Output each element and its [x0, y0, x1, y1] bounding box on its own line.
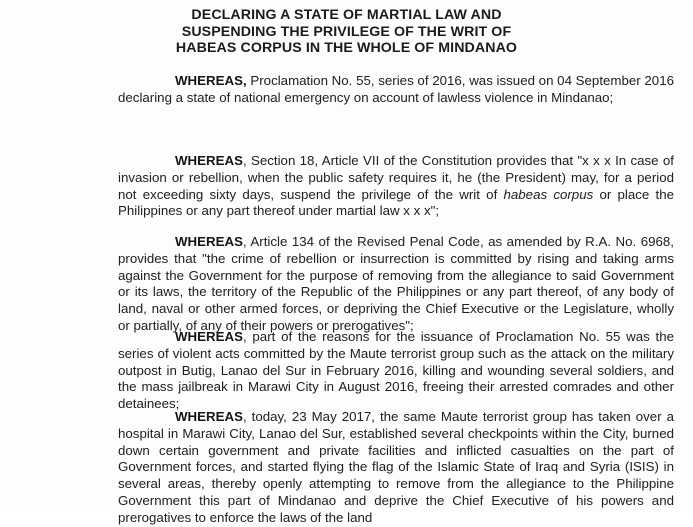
- whereas-lead: WHEREAS: [175, 329, 243, 344]
- title-line-1: DECLARING A STATE OF MARTIAL LAW AND: [191, 7, 502, 23]
- whereas-paragraph-3: [118, 234, 674, 335]
- whereas-lead: WHEREAS: [175, 409, 243, 424]
- whereas-lead: WHEREAS,: [175, 73, 247, 88]
- whereas-paragraph-2: [118, 153, 674, 220]
- paragraph-text: Proclamation No. 55, series of 2016, was issued on 04 September 2016 declaring a state of national emergency on account of lawless violence in Mindanao;: [118, 73, 674, 105]
- title-line-3: HABEAS CORPUS IN THE WHOLE OF MINDANAO: [175, 40, 518, 56]
- whereas-paragraph-5: [118, 409, 674, 527]
- whereas-paragraph-4: [118, 329, 674, 413]
- whereas-lead: WHEREAS: [175, 153, 243, 168]
- paragraph-text: , part of the reasons for the issuance of Proclamation No. 55 was the series of violent acts committed by the Maute terrorist group such as the attack on the military outpost in Butig, Lanao del Sur in February 2016, killing and wounding several soldiers, and the mass jailbreak in Marawi City in August 2016, freeing their arrested comrades and other detainees;: [118, 329, 674, 412]
- paragraph-text: , Section 18, Article VII of the Constitution provides that "x x x In case of invasion or rebellion, when the public safety requires it, he (the President) may, for a period not exceeding sixty days, suspend the privilege of the writ of: [118, 153, 674, 202]
- paragraph-text: , Article 134 of the Revised Penal Code, as amended by R.A. No. 6968, provides that "the crime of rebellion or insurrection is committed by rising and taking arms against the Government for the purpose of removing from the allegiance to said Government or its laws, the territory of the Republic of the Philippines or any part thereof, of any body of land, naval or other armed forces, or depriving the Chief Executive or the Legislature, wholly or partially, of any of their powers or prerogatives";: [118, 234, 674, 333]
- paragraph-text: , today, 23 May 2017, the same Maute terrorist group has taken over a hospital in Marawi City, Lanao del Sur, established several checkpoints within the City, burned down certain government and private facilities and inflicted casualties on the part of Government forces, and started flying the flag of the Islamic State of Iraq and Syria (ISIS) in several areas, thereby openly attempting to remove from the allegiance to the Philippine Government this part of Mindanao and deprive the Chief Executive of his powers and prerogatives to enforce the laws of the land: [118, 409, 674, 525]
- paragraph-text-cont: or place the Philippines or any part thereof under martial law x x x";: [118, 186, 674, 219]
- whereas-paragraph-1: [118, 73, 674, 107]
- document-title: [0, 7, 693, 57]
- habeas-corpus-italic: habeas corpus: [503, 186, 594, 202]
- title-line-2: SUSPENDING THE PRIVILEGE OF THE WRIT OF: [181, 23, 512, 40]
- whereas-lead: WHEREAS: [175, 234, 243, 249]
